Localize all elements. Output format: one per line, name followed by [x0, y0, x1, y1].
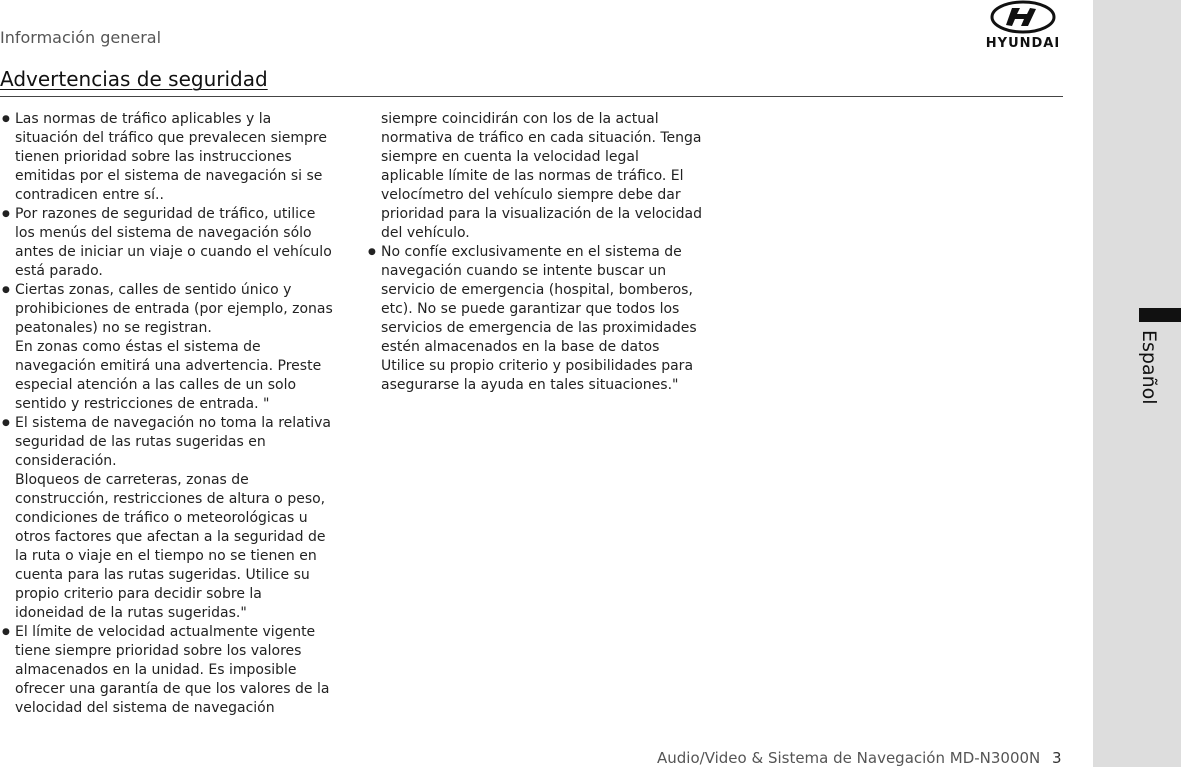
content-column-2	[368, 110, 704, 395]
bullet-item	[2, 623, 335, 718]
section-label: Información general	[0, 28, 162, 47]
hyundai-emblem-icon	[990, 0, 1056, 34]
bullet-continuation: Bloqueos de carreteras, zonas de construcción, restricciones de altura o peso, condiciones de tráfico o meteorológicas u otros factores que afectan a la seguridad de la ruta o viaje en el tiempo no se tienen en cuenta para las rutas sugeridas. Utilice su propio criterio para decidir sobre la idoneidad de la rutas sugeridas."	[15, 472, 326, 621]
language-label: Español	[1138, 330, 1160, 405]
content-column-1	[2, 110, 335, 718]
bullet-text: El sistema de navegación no toma la relativa seguridad de las rutas sugeridas en consideración.	[15, 415, 331, 469]
bullet-item	[2, 414, 335, 471]
language-tab-marker	[1139, 308, 1181, 322]
bullet-item	[2, 281, 335, 338]
bullet-text: Por razones de seguridad de tráfico, utilice los menús del sistema de navegación sólo antes de iniciar un viaje o cuando el vehículo está parado.	[15, 206, 332, 279]
brand-wordmark: HYUNDAI	[985, 36, 1061, 51]
page-number: 3	[1052, 749, 1062, 767]
bullet-text: Ciertas zonas, calles de sentido único y prohibiciones de entrada (por ejemplo, zonas peatonales) no se registran.	[15, 282, 333, 336]
bullet-continuation: En zonas como éstas el sistema de navegación emitirá una advertencia. Preste especial atención a las calles de un solo sentido y restricciones de entrada. "	[15, 339, 322, 412]
bullet-item	[2, 205, 335, 281]
bullet-item	[368, 243, 704, 395]
page-title: Advertencias de seguridad	[0, 67, 268, 91]
bullet-item	[2, 110, 335, 205]
hyundai-logo	[982, 0, 1064, 52]
bullet-text: Las normas de tráfico aplicables y la situación del tráfico que prevalecen siempre tienen prioridad sobre las instrucciones emitidas por el sistema de navegación si se contradicen entre sí..	[15, 111, 327, 203]
bullet-text: No confíe exclusivamente en el sistema de navegación cuando se intente buscar un servicio de emergencia (hospital, bomberos, etc). No se puede garantizar que todos los servicios de emergencia de las proximidades estén almacenados en la base de datos Utilice su propio criterio y posibilidades para asegurarse la ayuda en tales situaciones."	[381, 244, 697, 393]
bullet-continuation: siempre coincidirán con los de la actual normativa de tráfico en cada situación. Tenga siempre en cuenta la velocidad legal aplicable límite de las normas de tráfico. El velocímetro del vehículo siempre debe dar prioridad para la visualización de la velocidad del vehículo.	[381, 111, 702, 241]
title-divider	[0, 96, 1063, 97]
footer-document-title: Audio/Video & Sistema de Navegación MD-N3000N	[657, 749, 1041, 767]
bullet-text: El límite de velocidad actualmente vigente tiene siempre prioridad sobre los valores almacenados en la unidad. Es imposible ofrecer una garantía de que los valores de la velocidad del sistema de navegación	[15, 624, 330, 716]
